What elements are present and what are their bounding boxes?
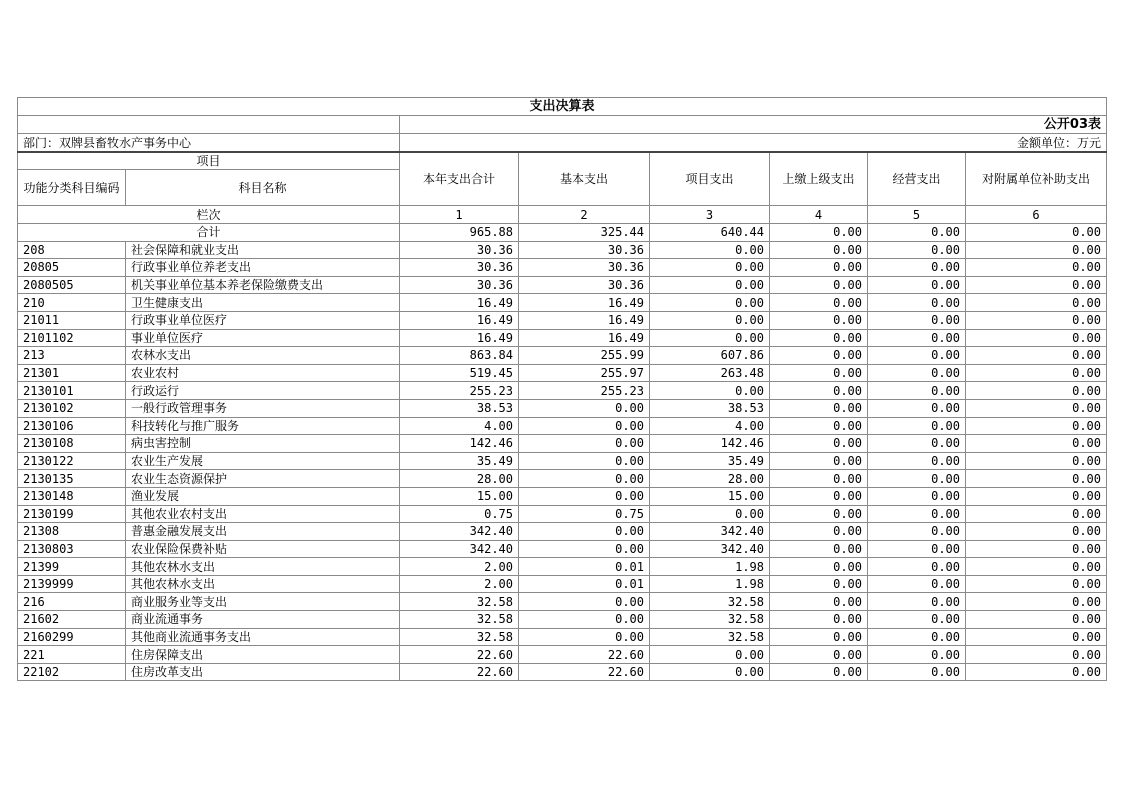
row-value: 0.00 [519, 540, 650, 558]
table-row [18, 505, 1107, 523]
row-value: 142.46 [650, 435, 770, 453]
total-value: 0.00 [868, 224, 966, 242]
item-header: 项目 [18, 152, 400, 170]
row-name: 行政运行 [126, 382, 400, 400]
row-name: 一般行政管理事务 [126, 399, 400, 417]
name-header: 科目名称 [126, 170, 400, 206]
row-value: 607.86 [650, 347, 770, 365]
row-value: 1.98 [650, 558, 770, 576]
row-code: 21301 [18, 364, 126, 382]
table-row [18, 611, 1107, 629]
row-value: 0.00 [868, 329, 966, 347]
row-value: 0.00 [519, 452, 650, 470]
row-name: 其他商业流通事务支出 [126, 628, 400, 646]
row-code: 2130148 [18, 487, 126, 505]
row-value: 0.00 [966, 628, 1107, 646]
col-number-3: 3 [650, 206, 770, 224]
row-value: 32.58 [400, 628, 519, 646]
table-row [18, 628, 1107, 646]
row-value: 263.48 [650, 364, 770, 382]
row-value: 0.00 [770, 558, 868, 576]
row-value: 0.01 [519, 575, 650, 593]
row-name: 农业保险保费补贴 [126, 540, 400, 558]
table-row [18, 663, 1107, 681]
row-value: 0.00 [868, 558, 966, 576]
row-value: 0.00 [770, 364, 868, 382]
table-row [18, 276, 1107, 294]
row-value: 4.00 [400, 417, 519, 435]
row-value: 0.00 [966, 399, 1107, 417]
expenditure-sheet [17, 97, 1106, 681]
row-value: 0.00 [770, 294, 868, 312]
row-code: 2130803 [18, 540, 126, 558]
row-code: 2130101 [18, 382, 126, 400]
row-value: 0.00 [966, 593, 1107, 611]
row-name: 渔业发展 [126, 487, 400, 505]
department-label: 部门：双牌县畜牧水产事务中心 [18, 134, 400, 153]
row-code: 208 [18, 241, 126, 259]
row-value: 0.00 [770, 399, 868, 417]
row-value: 0.00 [868, 276, 966, 294]
col-header-5: 经营支出 [868, 152, 966, 206]
table-row [18, 646, 1107, 664]
col-header-1: 本年支出合计 [400, 152, 519, 206]
table-row [18, 558, 1107, 576]
row-value: 342.40 [400, 523, 519, 541]
row-value: 0.00 [519, 523, 650, 541]
row-value: 0.00 [519, 611, 650, 629]
table-row [18, 575, 1107, 593]
row-value: 142.46 [400, 435, 519, 453]
row-value: 0.00 [770, 311, 868, 329]
row-value: 0.00 [770, 540, 868, 558]
table-id: 公开03表 [400, 116, 1107, 134]
row-value: 0.00 [868, 646, 966, 664]
row-value: 0.00 [966, 382, 1107, 400]
row-value: 255.97 [519, 364, 650, 382]
row-name: 其他农林水支出 [126, 575, 400, 593]
row-value: 0.00 [770, 611, 868, 629]
row-value: 0.75 [400, 505, 519, 523]
table-row [18, 452, 1107, 470]
row-value: 255.23 [519, 382, 650, 400]
row-code: 21011 [18, 311, 126, 329]
row-value: 0.00 [966, 611, 1107, 629]
row-value: 0.00 [770, 347, 868, 365]
row-value: 0.00 [966, 470, 1107, 488]
row-value: 0.00 [650, 382, 770, 400]
row-value: 0.00 [966, 417, 1107, 435]
table-row [18, 329, 1107, 347]
row-value: 0.00 [868, 241, 966, 259]
col-number-2: 2 [519, 206, 650, 224]
total-value: 325.44 [519, 224, 650, 242]
row-value: 0.00 [770, 276, 868, 294]
row-value: 342.40 [650, 523, 770, 541]
row-value: 0.00 [966, 347, 1107, 365]
row-value: 0.00 [868, 382, 966, 400]
row-value: 342.40 [400, 540, 519, 558]
row-value: 0.00 [966, 276, 1107, 294]
row-value: 0.00 [650, 311, 770, 329]
row-value: 4.00 [650, 417, 770, 435]
row-code: 221 [18, 646, 126, 664]
table-title: 支出决算表 [18, 98, 1107, 116]
table-row [18, 487, 1107, 505]
row-value: 0.00 [966, 540, 1107, 558]
row-value: 0.00 [966, 311, 1107, 329]
row-value: 2.00 [400, 558, 519, 576]
row-value: 0.00 [650, 259, 770, 277]
row-value: 0.00 [966, 523, 1107, 541]
col-header-4: 上缴上级支出 [770, 152, 868, 206]
row-code: 2160299 [18, 628, 126, 646]
row-value: 0.00 [966, 259, 1107, 277]
row-value: 16.49 [400, 294, 519, 312]
row-value: 0.00 [868, 663, 966, 681]
row-value: 255.99 [519, 347, 650, 365]
row-value: 22.60 [400, 663, 519, 681]
row-value: 0.00 [966, 241, 1107, 259]
row-value: 16.49 [400, 311, 519, 329]
row-value: 0.00 [519, 417, 650, 435]
row-name: 科技转化与推广服务 [126, 417, 400, 435]
row-value: 0.00 [966, 364, 1107, 382]
row-value: 0.00 [650, 663, 770, 681]
row-value: 0.00 [868, 575, 966, 593]
row-name: 其他农业农村支出 [126, 505, 400, 523]
expenditure-table [17, 97, 1107, 681]
table-row [18, 311, 1107, 329]
table-row [18, 470, 1107, 488]
row-code: 2130106 [18, 417, 126, 435]
row-value: 0.00 [770, 417, 868, 435]
table-row [18, 417, 1107, 435]
table-row [18, 399, 1107, 417]
row-code: 2139999 [18, 575, 126, 593]
col-header-2: 基本支出 [519, 152, 650, 206]
row-value: 30.36 [400, 259, 519, 277]
row-code: 21308 [18, 523, 126, 541]
row-name: 社会保障和就业支出 [126, 241, 400, 259]
row-value: 0.00 [519, 593, 650, 611]
row-value: 0.00 [868, 452, 966, 470]
row-value: 0.00 [868, 259, 966, 277]
code-header: 功能分类科目编码 [18, 170, 126, 206]
row-value: 30.36 [519, 276, 650, 294]
row-value: 35.49 [650, 452, 770, 470]
row-value: 0.00 [650, 505, 770, 523]
row-name: 农业农村 [126, 364, 400, 382]
row-value: 0.75 [519, 505, 650, 523]
row-value: 0.00 [868, 435, 966, 453]
row-value: 0.00 [519, 435, 650, 453]
row-value: 0.00 [650, 646, 770, 664]
row-value: 0.00 [770, 487, 868, 505]
row-value: 0.00 [770, 505, 868, 523]
row-value: 0.00 [966, 452, 1107, 470]
row-value: 16.49 [519, 311, 650, 329]
row-value: 0.00 [770, 593, 868, 611]
col-header-3: 项目支出 [650, 152, 770, 206]
row-name: 住房保障支出 [126, 646, 400, 664]
table-row [18, 382, 1107, 400]
row-value: 0.00 [770, 259, 868, 277]
col-number-1: 1 [400, 206, 519, 224]
row-value: 0.00 [770, 575, 868, 593]
row-value: 22.60 [400, 646, 519, 664]
row-value: 28.00 [400, 470, 519, 488]
row-value: 0.00 [966, 558, 1107, 576]
row-value: 0.00 [868, 523, 966, 541]
row-value: 15.00 [650, 487, 770, 505]
total-value: 965.88 [400, 224, 519, 242]
row-value: 0.00 [966, 663, 1107, 681]
row-value: 2.00 [400, 575, 519, 593]
row-value: 32.58 [650, 611, 770, 629]
row-code: 2130102 [18, 399, 126, 417]
row-code: 21602 [18, 611, 126, 629]
unit-label: 金额单位：万元 [400, 134, 1107, 153]
table-row [18, 259, 1107, 277]
row-value: 30.36 [519, 259, 650, 277]
row-value: 32.58 [400, 611, 519, 629]
table-row [18, 364, 1107, 382]
row-value: 863.84 [400, 347, 519, 365]
row-code: 20805 [18, 259, 126, 277]
row-value: 22.60 [519, 663, 650, 681]
total-value: 0.00 [770, 224, 868, 242]
row-value: 16.49 [519, 329, 650, 347]
row-code: 2080505 [18, 276, 126, 294]
row-name: 商业服务业等支出 [126, 593, 400, 611]
row-code: 2130135 [18, 470, 126, 488]
row-value: 0.00 [650, 329, 770, 347]
row-value: 0.00 [868, 505, 966, 523]
row-value: 0.00 [770, 663, 868, 681]
row-name: 住房改革支出 [126, 663, 400, 681]
row-value: 0.00 [966, 505, 1107, 523]
row-value: 16.49 [400, 329, 519, 347]
row-value: 0.00 [868, 628, 966, 646]
row-value: 255.23 [400, 382, 519, 400]
table-row [18, 347, 1107, 365]
row-value: 0.00 [868, 487, 966, 505]
total-row [18, 224, 1107, 242]
total-value: 640.44 [650, 224, 770, 242]
table-row [18, 540, 1107, 558]
row-name: 农业生产发展 [126, 452, 400, 470]
row-value: 38.53 [400, 399, 519, 417]
row-code: 21399 [18, 558, 126, 576]
row-name: 其他农林水支出 [126, 558, 400, 576]
row-name: 病虫害控制 [126, 435, 400, 453]
row-name: 事业单位医疗 [126, 329, 400, 347]
row-value: 30.36 [519, 241, 650, 259]
col-number-5: 5 [868, 206, 966, 224]
blank-cell [18, 116, 400, 134]
row-value: 30.36 [400, 276, 519, 294]
row-value: 0.00 [868, 593, 966, 611]
table-row [18, 241, 1107, 259]
row-value: 32.58 [650, 628, 770, 646]
row-value: 0.00 [519, 399, 650, 417]
row-value: 342.40 [650, 540, 770, 558]
row-value: 0.00 [868, 364, 966, 382]
row-code: 2130108 [18, 435, 126, 453]
row-name: 农林水支出 [126, 347, 400, 365]
col-number-6: 6 [966, 206, 1107, 224]
row-value: 0.00 [868, 399, 966, 417]
row-value: 32.58 [650, 593, 770, 611]
row-value: 0.00 [770, 382, 868, 400]
table-row [18, 593, 1107, 611]
row-value: 0.00 [650, 294, 770, 312]
row-value: 0.00 [868, 470, 966, 488]
row-value: 0.01 [519, 558, 650, 576]
row-value: 0.00 [770, 241, 868, 259]
row-code: 213 [18, 347, 126, 365]
row-value: 0.00 [868, 311, 966, 329]
row-value: 0.00 [650, 241, 770, 259]
row-code: 2130199 [18, 505, 126, 523]
row-value: 35.49 [400, 452, 519, 470]
row-name: 卫生健康支出 [126, 294, 400, 312]
row-value: 0.00 [966, 575, 1107, 593]
row-value: 30.36 [400, 241, 519, 259]
row-name: 普惠金融发展支出 [126, 523, 400, 541]
row-label-header: 栏次 [18, 206, 400, 224]
row-value: 0.00 [770, 329, 868, 347]
row-value: 0.00 [650, 276, 770, 294]
table-row [18, 435, 1107, 453]
row-name: 农业生态资源保护 [126, 470, 400, 488]
row-value: 0.00 [770, 452, 868, 470]
row-value: 0.00 [966, 487, 1107, 505]
row-value: 0.00 [770, 523, 868, 541]
row-value: 0.00 [868, 417, 966, 435]
row-value: 28.00 [650, 470, 770, 488]
total-label: 合计 [18, 224, 400, 242]
table-row [18, 523, 1107, 541]
row-value: 22.60 [519, 646, 650, 664]
row-value: 0.00 [966, 329, 1107, 347]
row-name: 行政事业单位养老支出 [126, 259, 400, 277]
row-value: 0.00 [519, 470, 650, 488]
row-value: 0.00 [868, 611, 966, 629]
row-value: 0.00 [966, 435, 1107, 453]
row-name: 商业流通事务 [126, 611, 400, 629]
row-code: 2101102 [18, 329, 126, 347]
total-value: 0.00 [966, 224, 1107, 242]
row-name: 机关事业单位基本养老保险缴费支出 [126, 276, 400, 294]
col-header-6: 对附属单位补助支出 [966, 152, 1107, 206]
row-value: 519.45 [400, 364, 519, 382]
row-value: 0.00 [519, 628, 650, 646]
row-value: 16.49 [519, 294, 650, 312]
row-value: 0.00 [770, 470, 868, 488]
row-code: 22102 [18, 663, 126, 681]
row-value: 32.58 [400, 593, 519, 611]
row-value: 0.00 [519, 487, 650, 505]
row-value: 38.53 [650, 399, 770, 417]
table-row [18, 294, 1107, 312]
row-name: 行政事业单位医疗 [126, 311, 400, 329]
row-value: 0.00 [868, 347, 966, 365]
col-number-4: 4 [770, 206, 868, 224]
row-value: 0.00 [868, 540, 966, 558]
row-value: 15.00 [400, 487, 519, 505]
row-value: 1.98 [650, 575, 770, 593]
row-value: 0.00 [868, 294, 966, 312]
row-code: 2130122 [18, 452, 126, 470]
row-value: 0.00 [966, 294, 1107, 312]
row-code: 210 [18, 294, 126, 312]
row-value: 0.00 [966, 646, 1107, 664]
row-value: 0.00 [770, 646, 868, 664]
row-code: 216 [18, 593, 126, 611]
row-value: 0.00 [770, 435, 868, 453]
row-value: 0.00 [770, 628, 868, 646]
